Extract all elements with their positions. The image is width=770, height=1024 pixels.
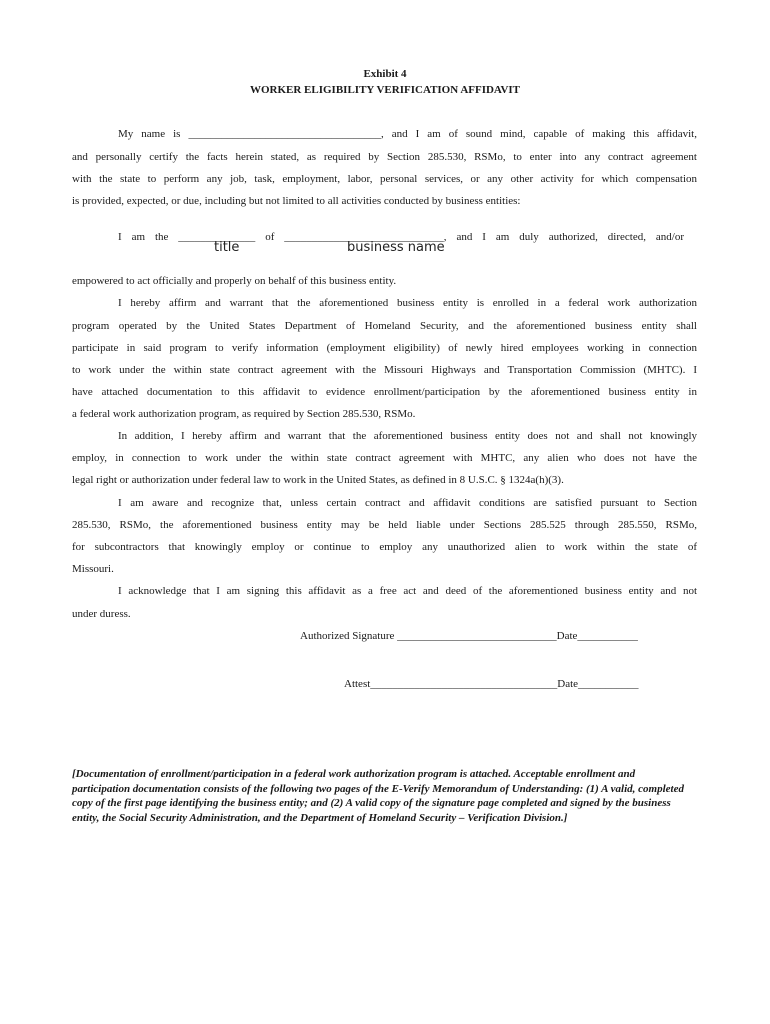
enrollment-line-5: have attached documentation to this affidavit to evidence enrollment/participation by the aforementioned business entity in (72, 386, 697, 398)
liability-line-2: 285.530, RSMo, the aforementioned business entity may be held liable under Sections 285.525 through 285.550, RSMo, (72, 519, 697, 531)
liability-line-3: for subcontractors that knowingly employ or continue to employ any unauthorized alien to work within the state of (72, 541, 697, 553)
documentation-note: [Documentation of enrollment/participation in a federal work authorization program is attached. Acceptable enrollment and participation documentation consists of the following two pages of the E-Verify Memorandum of Understanding: (1) A valid, completed copy of the first page identifying the business entity; and (2) A valid copy of the signature page completed and signed by the business entity, the Social Security Administration, and the Department of Homeland Security – Verification Division.] (72, 768, 684, 824)
name-statement-line-1: My name is ___________________________________, and I am of sound mind, capable of making this affidavit, (118, 128, 697, 140)
enrollment-line-6: a federal work authorization program, as required by Section 285.530, RSMo. (72, 408, 416, 420)
enrollment-line-2: program operated by the United States Department of Homeland Security, and the aforementioned business entity shall (72, 320, 697, 332)
name-statement-line-2: and personally certify the facts herein stated, as required by Section 285.530, RSMo, to enter into any contract agreement (72, 151, 697, 163)
enrollment-line-4: to work under the within state contract agreement with the Missouri Highways and Transportation Commission (MHTC). I (72, 364, 697, 376)
empowered-line: empowered to act officially and properly on behalf of this business entity. (72, 275, 397, 287)
authorized-signature-line[interactable]: Authorized Signature _____________________________Date___________ (300, 630, 638, 642)
acknowledge-line-1: I acknowledge that I am signing this affidavit as a free act and deed of the aforementioned business entity and not (118, 585, 697, 597)
title-field-label: title (214, 240, 240, 255)
enrollment-line-1: I hereby affirm and warrant that the aforementioned business entity is enrolled in a federal work authorization (118, 297, 697, 309)
no-alien-line-2: employ, in connection to work under the within state contract agreement with MHTC, any alien who does not have the (72, 452, 697, 464)
liability-line-1: I am aware and recognize that, unless certain contract and affidavit conditions are satisfied pursuant to Section (118, 497, 697, 509)
enrollment-line-3: participate in said program to verify information (employment eligibility) of newly hired employees working in connection (72, 342, 697, 354)
acknowledge-line-2: under duress. (72, 608, 131, 620)
name-statement-line-4: is provided, expected, or due, including but not limited to all activities conducted by business entities: (72, 195, 521, 207)
name-statement-line-3: with the state to perform any job, task, employment, labor, personal services, or any other activity for which compensation (72, 173, 697, 185)
document-title: WORKER ELIGIBILITY VERIFICATION AFFIDAVIT (249, 84, 521, 96)
no-alien-line-1: In addition, I hereby affirm and warrant that the aforementioned business entity does not and shall not knowingly (118, 430, 697, 442)
liability-line-4: Missouri. (72, 563, 114, 575)
attest-signature-line[interactable]: Attest__________________________________Date___________ (344, 678, 639, 690)
exhibit-label: Exhibit 4 (363, 68, 407, 80)
business-name-field-label: business name (347, 240, 445, 255)
title-business-line: I am the ______________ of _____________________________, and I am duly authorized, directed, and/or (118, 231, 684, 243)
no-alien-line-3: legal right or authorization under federal law to work in the United States, as defined in 8 U.S.C. § 1324a(h)(3). (72, 474, 564, 486)
